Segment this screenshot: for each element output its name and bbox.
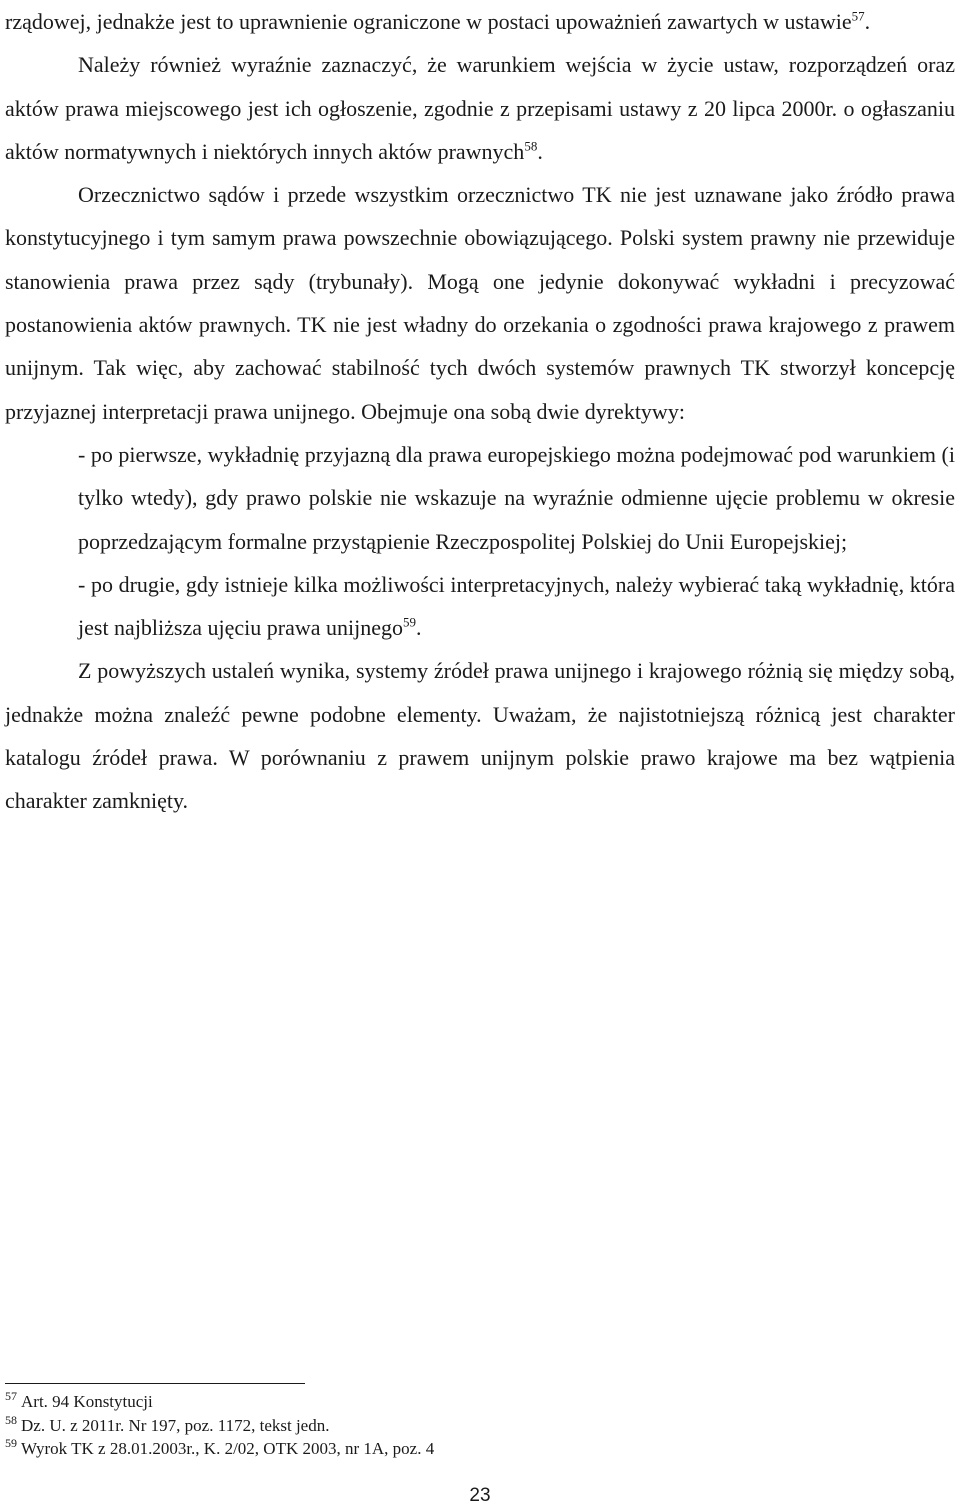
footnote-59 — [5, 1437, 905, 1461]
footnote-text: Wyrok TK z 28.01.2003r., K. 2/02, OTK 2003, nr 1A, poz. 4 — [21, 1439, 435, 1458]
footnote-57 — [5, 1390, 905, 1414]
footnotes — [5, 1390, 905, 1461]
footnote-ref-57[interactable]: 57 — [851, 8, 865, 24]
directive-list-item-2: - po drugie, gdy istnieje kilka możliwości interpretacyjnych, należy wybierać taką wykładnię, która jest najbliższa ujęciu prawa unijnego$^{59}$. — [78, 571, 955, 641]
paragraph-2: Należy również wyraźnie zaznaczyć, że warunkiem wejścia w życie ustaw, rozporządzeń oraz aktów prawa miejscowego jest ich ogłoszenie, zgodnie z przepisami ustawy z 20 lipca 2000r. o ogłaszaniu aktów normatywnych i niektórych innych aktów prawnych$^{58}$. — [5, 52, 955, 164]
footnote-text: Art. 94 Konstytucji — [21, 1392, 153, 1411]
footnote-separator — [5, 1383, 305, 1384]
paragraph-2-text: Należy również wyraźnie zaznaczyć, że warunkiem wejścia w życie ustaw, rozporządzeń oraz aktów prawa miejscowego jest ich ogłoszenie, zgodnie z przepisami ustawy z 20 lipca 2000r. o ogłaszaniu aktów normatywnych i niektórych innych aktów prawnych — [5, 52, 955, 164]
paragraph-4-text: Z powyższych ustaleń wynika, systemy źródeł prawa unijnego i krajowego różnią się między sobą, jednakże można znaleźć pewne podobne elementy. Uważam, że najistotniejszą różnicą jest charakter katalogu źródeł prawa. W porównaniu z prawem unijnym polskie prawo krajowe ma bez wątpienia charakter zamknięty. — [5, 658, 955, 814]
footnote-58 — [5, 1414, 905, 1438]
footnote-number: 59 — [5, 1436, 17, 1451]
directive-list-item-1: - po pierwsze, wykładnię przyjazną dla prawa europejskiego można podejmować pod warunkiem (i tylko wtedy), gdy prawo polskie nie wskazuje na wyraźnie odmienne ujęcie problemu w okresie poprzedzającym formalne przystąpienie Rzeczpospolitej Polskiej do Unii Europejskiej; — [78, 441, 955, 554]
paragraph-1-text: rządowej, jednakże jest to uprawnienie ograniczone w postaci upoważnień zawartych w ustawie — [5, 9, 852, 34]
footnote-number: 58 — [5, 1412, 17, 1427]
footnote-text: Dz. U. z 2011r. Nr 197, poz. 1172, tekst jedn. — [21, 1415, 330, 1435]
footnote-ref-59[interactable]: 59 — [403, 614, 416, 630]
footnote-ref-58[interactable]: 58 — [524, 138, 538, 154]
paragraph-3-text: Orzecznictwo sądów i przede wszystkim orzecznictwo TK nie jest uznawane jako źródło prawa konstytucyjnego i tym samym prawa powszechnie obowiązującego. Polski system prawny nie przewiduje stanowienia prawa przez sądy (trybunały). Mogą one jedynie dokonywać wykładni i precyzować postanowienia aktów prawnych. TK nie jest władny do orzekania o zgodności prawa krajowego z prawem unijnym. Tak więc, aby zachować stabilność tych dwóch systemów prawnych TK stworzył koncepcję przyjaznej interpretacji prawa unijnego. Obejmuje ona sobą dwie dyrektywy: — [5, 182, 955, 424]
page-number: 23 — [469, 1485, 491, 1506]
footnote-number: 57 — [5, 1389, 17, 1404]
paragraph-4 — [5, 649, 955, 822]
paragraph-1: rządowej, jednakże jest to uprawnienie ograniczone w postaci upoważnień zawartych w ustawie$^{57}$. — [5, 8, 871, 34]
main-text — [5, 0, 955, 823]
paragraph-3 — [5, 173, 955, 433]
